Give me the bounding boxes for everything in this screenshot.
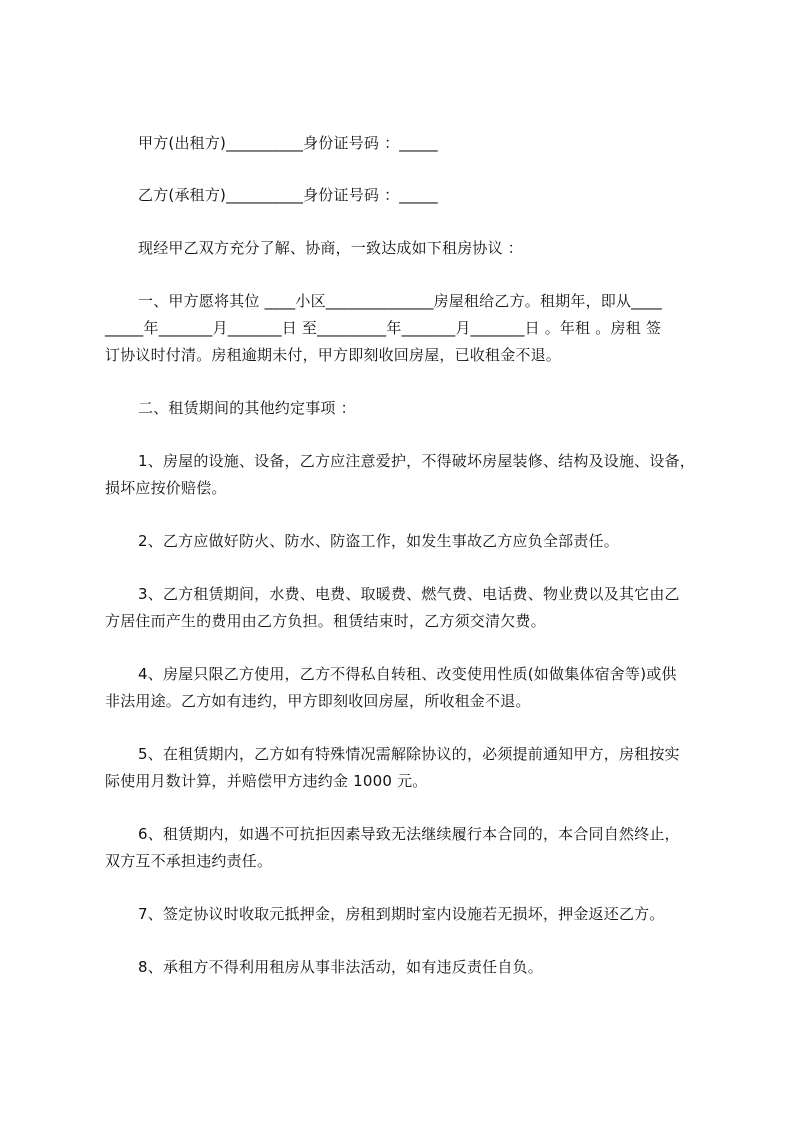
clause2-heading: 二、租赁期间的其他约定事项 ： (138, 399, 356, 417)
item5-line1: 5、在租赁期内，乙方如有特殊情况需解除协议的，必须提前通知甲方，房租按实 (138, 745, 680, 763)
party-b-line: 乙方(承租方)__________身份证号码 ：_____ (138, 186, 438, 204)
item8-line1: 8、承租方不得利用租房从事非法活动，如有违反责任自负。 (138, 958, 543, 976)
clause1-line1: 一、甲方愿将其位 ____小区______________房屋租给乙方。租期年，即从____ (138, 292, 662, 310)
item1-line2: 损坏应按价赔偿。 (105, 479, 227, 497)
item4-line2: 非法用途。乙方如有违约，甲方即刻收回房屋，所收租金不退。 (105, 692, 531, 710)
item6-line2: 双方互不承担违约责任。 (105, 852, 273, 870)
item6-line1: 6、租赁期内，如遇不可抗拒因素导致无法继续履行本合同的，本合同自然终止， (138, 825, 680, 843)
item4-line1: 4、房屋只限乙方使用，乙方不得私自转租、改变使用性质(如做集体宿舍等)或供 (138, 665, 677, 683)
intro-line: 现经甲乙双方充分了解、协商，一致达成如下租房协议 ： (138, 239, 523, 257)
clause1-line2: _____年_______月_______日 至_________年_______月_______日 。年租 。房租 签 (105, 319, 662, 337)
item2-line1: 2、乙方应做好防火、防水、防盗工作，如发生事故乙方应负全部责任。 (138, 532, 619, 550)
clause1-line3: 订协议时付清。房租逾期未付，甲方即刻收回房屋，已收租金不退。 (105, 346, 562, 364)
item5-line2: 际使用月数计算，并赔偿甲方违约金 1000 元。 (105, 772, 428, 790)
item3-line2: 方居住而产生的费用由乙方负担。租赁结束时，乙方须交清欠费。 (105, 612, 546, 630)
item1-line1: 1、房屋的设施、设备，乙方应注意爱护，不得破坏房屋装修、结构及设施、设备， (138, 452, 695, 470)
item7-line1: 7、签定协议时收取元抵押金，房租到期时室内设施若无损坏，押金返还乙方。 (138, 905, 665, 923)
party-a-line: 甲方(出租方)__________身份证号码 ：_____ (138, 134, 438, 152)
item3-line1: 3、乙方租赁期间，水费、电费、取暖费、燃气费、电话费、物业费以及其它由乙 (138, 585, 680, 603)
